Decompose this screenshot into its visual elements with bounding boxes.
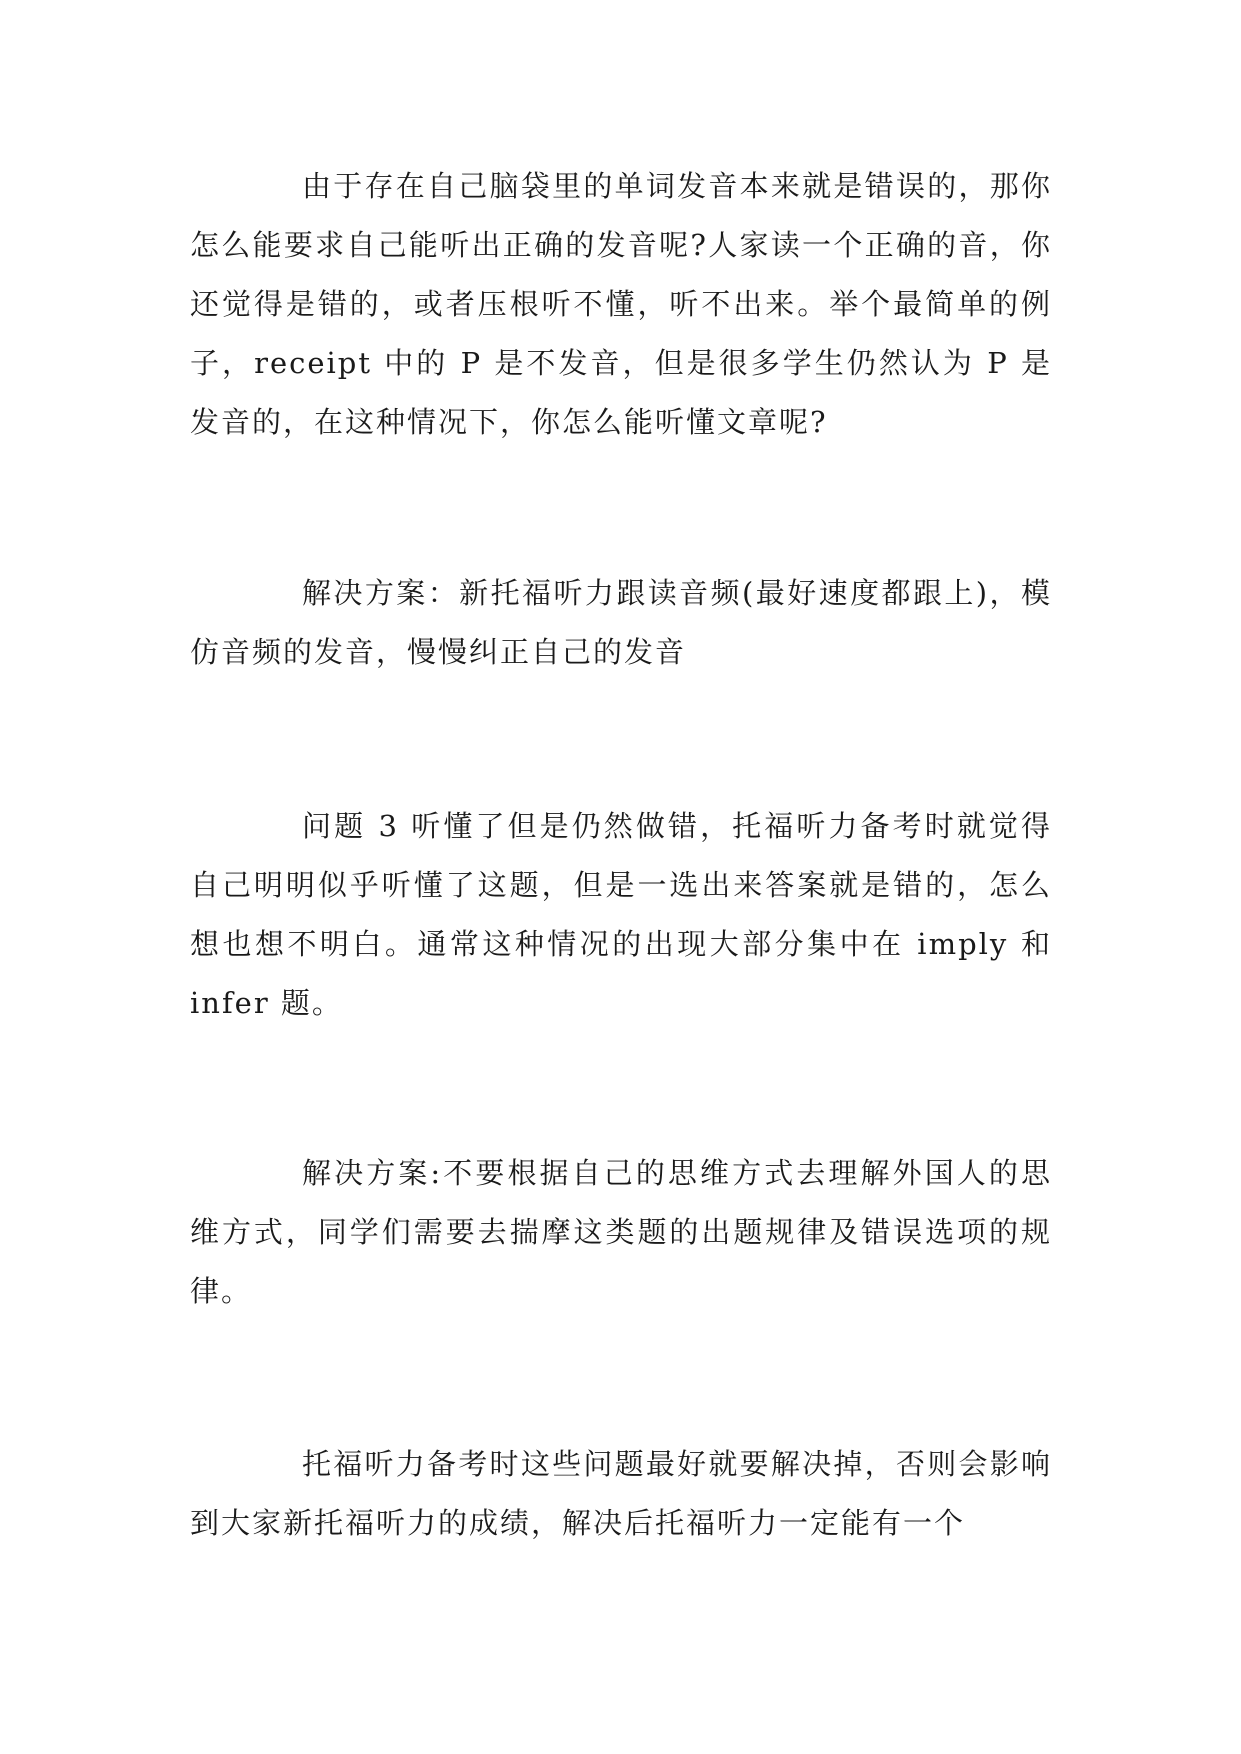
paragraph-problem-3: 问题 3 听懂了但是仍然做错，托福听力备考时就觉得自己明明似乎听懂了这题，但是一选出来答案就是错的，怎么想也想不明白。通常这种情况的出现大部分集中在 imply 和 infer 题。 [190, 809, 1052, 1020]
paragraph-solution-thinking: 解决方案:不要根据自己的思维方式去理解外国人的思维方式，同学们需要去揣摩这类题的出题规律及错误选项的规律。 [190, 1156, 1052, 1308]
paragraph-conclusion: 托福听力备考时这些问题最好就要解决掉，否则会影响到大家新托福听力的成绩，解决后托福听力一定能有一个 [190, 1447, 1052, 1540]
paragraph-pronunciation-problem: 由于存在自己脑袋里的单词发音本来就是错误的，那你怎么能要求自己能听出正确的发音呢?人家读一个正确的音，你还觉得是错的，或者压根听不懂，听不出来。举个最简单的例子，receipt 中的 P 是不发音，但是很多学生仍然认为 P 是发音的，在这种情况下，你怎么能听懂文章呢? [190, 169, 1052, 439]
paragraph-solution-shadowing: 解决方案：新托福听力跟读音频(最好速度都跟上)，模仿音频的发音，慢慢纠正自己的发音 [190, 576, 1052, 669]
